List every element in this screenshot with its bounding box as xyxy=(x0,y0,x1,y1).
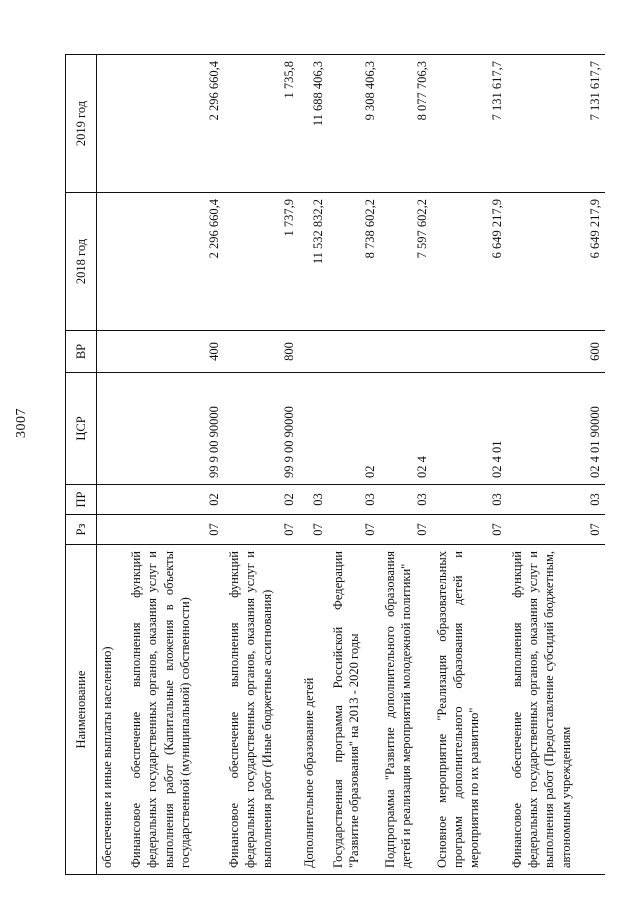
table-row xyxy=(126,55,224,875)
page-number: 3007 xyxy=(14,408,29,438)
row-vr: 600 xyxy=(507,331,605,373)
row-value-2019: 9 308 406,3 xyxy=(328,55,380,193)
row-csr xyxy=(299,373,328,485)
row-pr: 02 xyxy=(224,485,299,515)
row-value-2019: 8 077 706,3 xyxy=(380,55,432,193)
header-csr: ЦСР xyxy=(66,373,97,485)
row-value-2019: 7 131 617,7 xyxy=(432,55,507,193)
row-csr: 99 9 00 90000 xyxy=(126,373,224,485)
row-vr: 800 xyxy=(224,331,299,373)
header-vr: ВР xyxy=(66,331,97,373)
row-csr: 02 4 xyxy=(380,373,432,485)
row-vr xyxy=(380,331,432,373)
row-csr: 02 4 01 xyxy=(432,373,507,485)
row-pr: 03 xyxy=(299,485,328,515)
table-row xyxy=(380,55,432,875)
row-csr: 99 9 00 90000 xyxy=(224,373,299,485)
budget-table xyxy=(65,54,605,875)
row-rz: 07 xyxy=(299,515,328,545)
row-value-2019: 11 688 406,3 xyxy=(299,55,328,193)
row-vr: 400 xyxy=(126,331,224,373)
row-value-2018: 11 532 832,2 xyxy=(299,193,328,331)
row-value-2018: 1 737,9 xyxy=(224,193,299,331)
continuation-text: обеспечение и иные выплаты населению) xyxy=(97,545,127,875)
rotated-table-frame xyxy=(65,55,605,875)
row-value-2018: 6 649 217,9 xyxy=(432,193,507,331)
row-name: Государственная программа Российской Федерации "Развитие образования" на 2013 - 2020 годы xyxy=(328,545,380,875)
row-value-2019: 7 131 617,7 xyxy=(507,55,605,193)
header-2019: 2019 год xyxy=(66,55,97,193)
row-rz: 07 xyxy=(432,515,507,545)
table-row xyxy=(224,55,299,875)
row-vr xyxy=(328,331,380,373)
row-value-2019: 1 735,8 xyxy=(224,55,299,193)
row-value-2018: 6 649 217,9 xyxy=(507,193,605,331)
row-rz: 07 xyxy=(328,515,380,545)
row-pr: 02 xyxy=(126,485,224,515)
row-pr: 03 xyxy=(507,485,605,515)
header-rz: Рз xyxy=(66,515,97,545)
table-row xyxy=(432,55,507,875)
header-2018: 2018 год xyxy=(66,193,97,331)
row-csr: 02 4 01 90000 xyxy=(507,373,605,485)
table-row xyxy=(507,55,605,875)
row-vr xyxy=(299,331,328,373)
row-name: Финансовое обеспечение выполнения функций федеральных государственных органов, оказания услуг и выполнения работ (Предоставление субсидий бюджетным, автономным учреждениям xyxy=(507,545,605,875)
row-name: Финансовое обеспечение выполнения функций федеральных государственных органов, оказания услуг и выполнения работ (Капитальные вложения в объекты государственной (муниципальной) собственности) xyxy=(126,545,224,875)
row-name: Финансовое обеспечение выполнения функций федеральных государственных органов, оказания услуг и выполнения работ (Иные бюджетные ассигнования) xyxy=(224,545,299,875)
row-name: Подпрограмма "Развитие дополнительного образования детей и реализация мероприятий молодежной политики" xyxy=(380,545,432,875)
row-vr xyxy=(432,331,507,373)
table-row xyxy=(299,55,328,875)
row-value-2019: 2 296 660,4 xyxy=(126,55,224,193)
table-header-row xyxy=(66,55,97,875)
row-csr: 02 xyxy=(328,373,380,485)
row-value-2018: 8 738 602,2 xyxy=(328,193,380,331)
row-rz: 07 xyxy=(126,515,224,545)
row-rz: 07 xyxy=(224,515,299,545)
header-name: Наименование xyxy=(66,545,97,875)
row-rz: 07 xyxy=(507,515,605,545)
row-name: Основное мероприятие "Реализация образовательных программ дополнительного образования детей и мероприятия по их развитию" xyxy=(432,545,507,875)
row-pr: 03 xyxy=(432,485,507,515)
row-name: Дополнительное образование детей xyxy=(299,545,328,875)
row-value-2018: 7 597 602,2 xyxy=(380,193,432,331)
header-pr: ПР xyxy=(66,485,97,515)
continuation-row xyxy=(97,55,127,875)
table-row xyxy=(328,55,380,875)
row-pr: 03 xyxy=(328,485,380,515)
row-rz: 07 xyxy=(380,515,432,545)
row-value-2018: 2 296 660,4 xyxy=(126,193,224,331)
row-pr: 03 xyxy=(380,485,432,515)
